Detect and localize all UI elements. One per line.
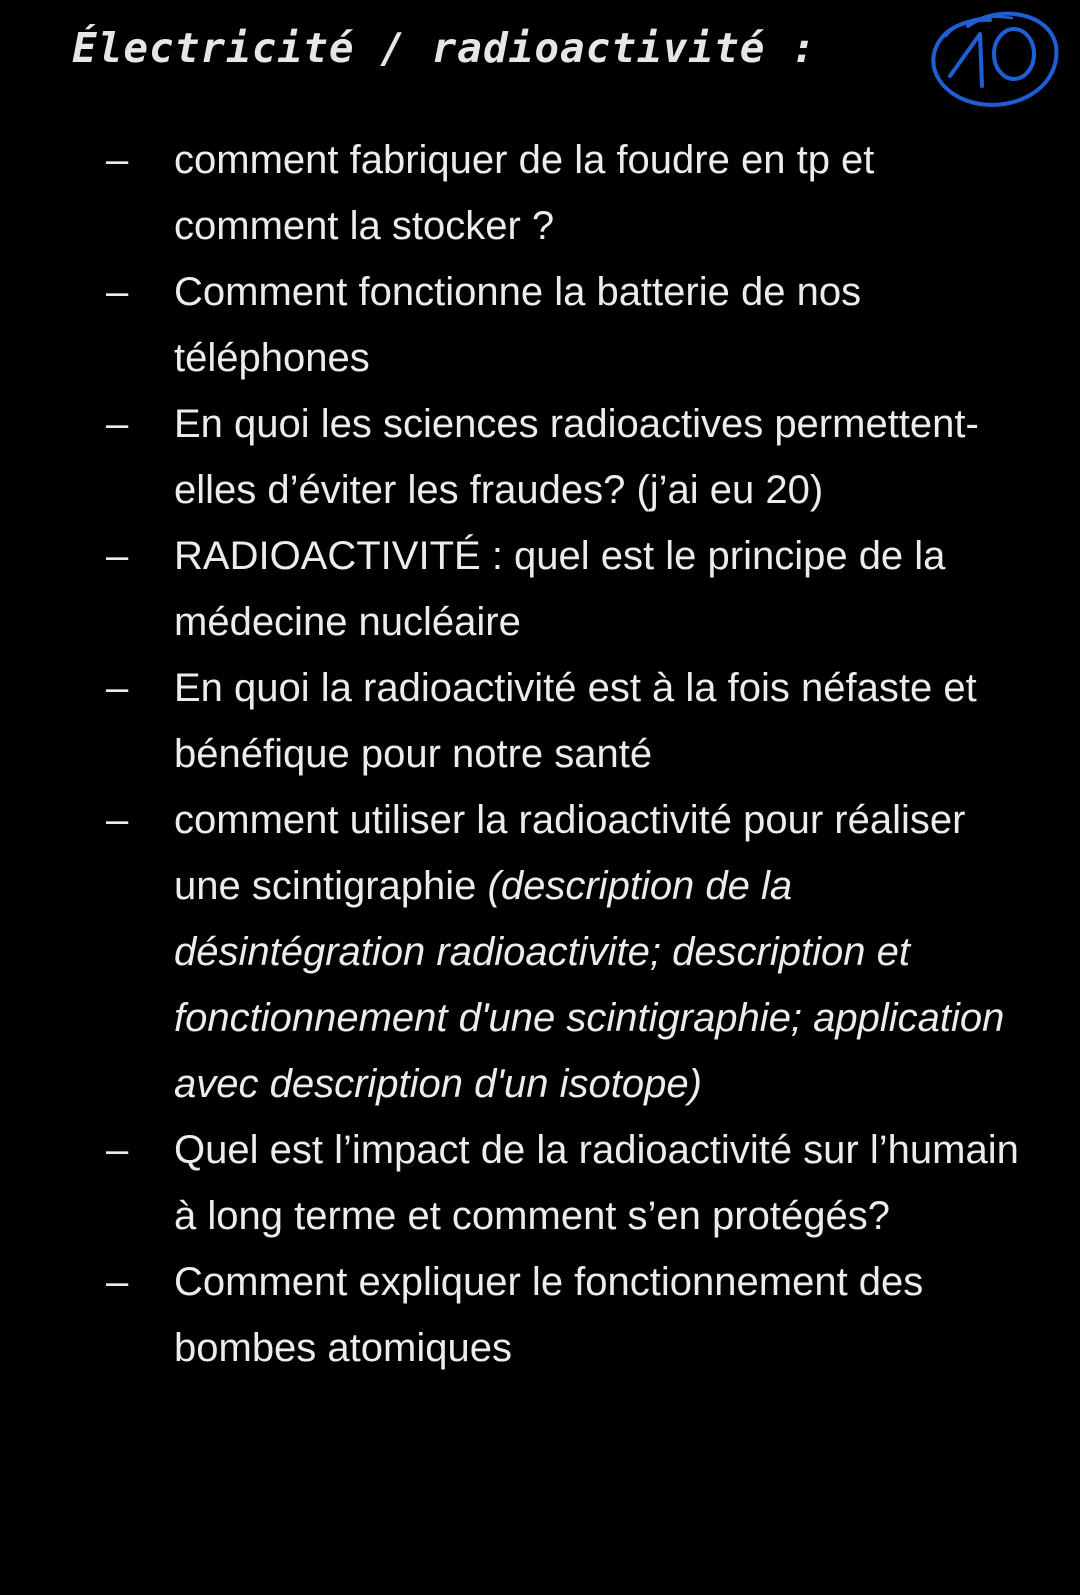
page-title: Électricité / radioactivité : [72, 24, 817, 72]
question-text: comment fabriquer de la foudre en tp et comment la stocker ? [174, 138, 875, 248]
question-text: Comment expliquer le fonctionnement des bombes atomiques [174, 1260, 924, 1370]
bullet-dash: – [106, 1260, 129, 1304]
list-item [0, 655, 1080, 787]
list-item [0, 1249, 1080, 1381]
question-text: Comment fonctionne la batterie de nos téléphones [174, 270, 862, 380]
list-item [0, 391, 1080, 523]
question-list [0, 127, 1080, 1381]
question-text: En quoi la radioactivité est à la fois néfaste et bénéfique pour notre santé [174, 666, 977, 776]
bullet-dash: – [106, 534, 129, 578]
question-text: comment utiliser la radioactivité pour réaliser une scintigraphie [174, 798, 966, 908]
question-text: Quel est l’impact de la radioactivité sur l’humain à long terme et comment s’en protégés? [174, 1128, 1019, 1238]
list-item [0, 523, 1080, 655]
bullet-dash: – [106, 798, 129, 842]
list-item [0, 787, 1080, 1117]
list-item [0, 1117, 1080, 1249]
question-note: (description de la désintégration radioactivite; description et fonctionnement d'une scintigraphie; application avec description d'un isotope) [174, 864, 1005, 1106]
bullet-dash: – [106, 138, 129, 182]
bullet-dash: – [106, 402, 129, 446]
score-badge [928, 6, 1066, 116]
list-item [0, 127, 1080, 259]
question-text: En quoi les sciences radioactives permettent-elles d’éviter les fraudes? (j’ai eu 20) [174, 402, 979, 512]
question-text: RADIOACTIVITÉ : quel est le principe de la médecine nucléaire [174, 534, 946, 644]
bullet-dash: – [106, 270, 129, 314]
bullet-dash: – [106, 1128, 129, 1172]
list-item [0, 259, 1080, 391]
bullet-dash: – [106, 666, 129, 710]
